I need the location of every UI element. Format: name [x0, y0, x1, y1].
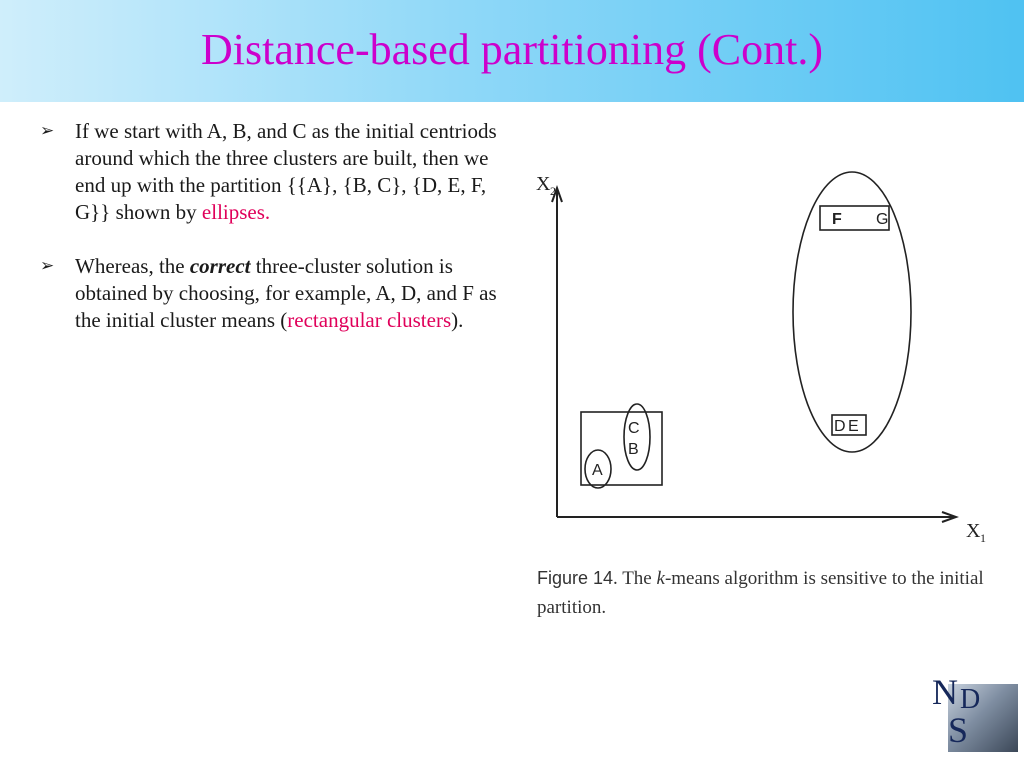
cluster-ellipse-defg — [793, 172, 911, 452]
point-f: F — [832, 211, 842, 228]
y-axis-label: X — [536, 173, 551, 195]
logo-letter-d: D — [960, 684, 981, 715]
bullet-2-highlight: rectangular clusters — [287, 308, 452, 332]
arrow-bullet-icon: ➢ — [40, 256, 55, 276]
bullet-1-text: If we start with A, B, and C as the initial centriods around which the three clusters are built, then we end up with the partition {{A}, {B, C}, {D, E, F, G}} shown by — [75, 119, 497, 224]
caption-text-after: -means algorithm is sensitive to the initial partition. — [537, 568, 984, 618]
y-axis-subscript: 2 — [550, 184, 556, 198]
x-axis-label: X — [966, 520, 981, 542]
slide-title: Distance-based partitioning (Cont.) — [201, 25, 823, 74]
point-a: A — [592, 462, 603, 479]
logo-letter-n: N — [932, 672, 958, 712]
bullet-item-2 — [40, 253, 510, 334]
bullet-list — [40, 118, 510, 334]
figure-caption — [537, 564, 1007, 622]
bullet-1-highlight: ellipses. — [201, 200, 271, 224]
caption-label: Figure 14 — [537, 568, 614, 588]
point-e: E — [848, 418, 859, 435]
point-c: C — [628, 420, 640, 437]
nds-logo — [930, 672, 1018, 760]
x-axis-subscript: 1 — [980, 531, 986, 545]
logo-letter-s: S — [948, 710, 969, 750]
caption-italic-k: k — [656, 568, 665, 589]
bullet-2-emphasis: correct — [189, 254, 251, 278]
point-g: G — [876, 211, 889, 228]
clustering-figure — [530, 165, 1010, 555]
caption-text-before: . The — [613, 568, 657, 589]
arrow-bullet-icon: ➢ — [40, 121, 55, 141]
point-d: D — [834, 418, 846, 435]
bullet-item-1 — [40, 118, 510, 226]
cluster-ellipse-bc — [624, 404, 650, 470]
bullet-2-text-after: ). — [451, 308, 464, 332]
point-b: B — [628, 441, 639, 458]
bullet-2-text-middle: three-cluster solution is obtained by choosing, for example, A, D, and F as the initial cluster means ( — [75, 254, 497, 332]
bullet-2-text-before: Whereas, the — [75, 254, 190, 278]
